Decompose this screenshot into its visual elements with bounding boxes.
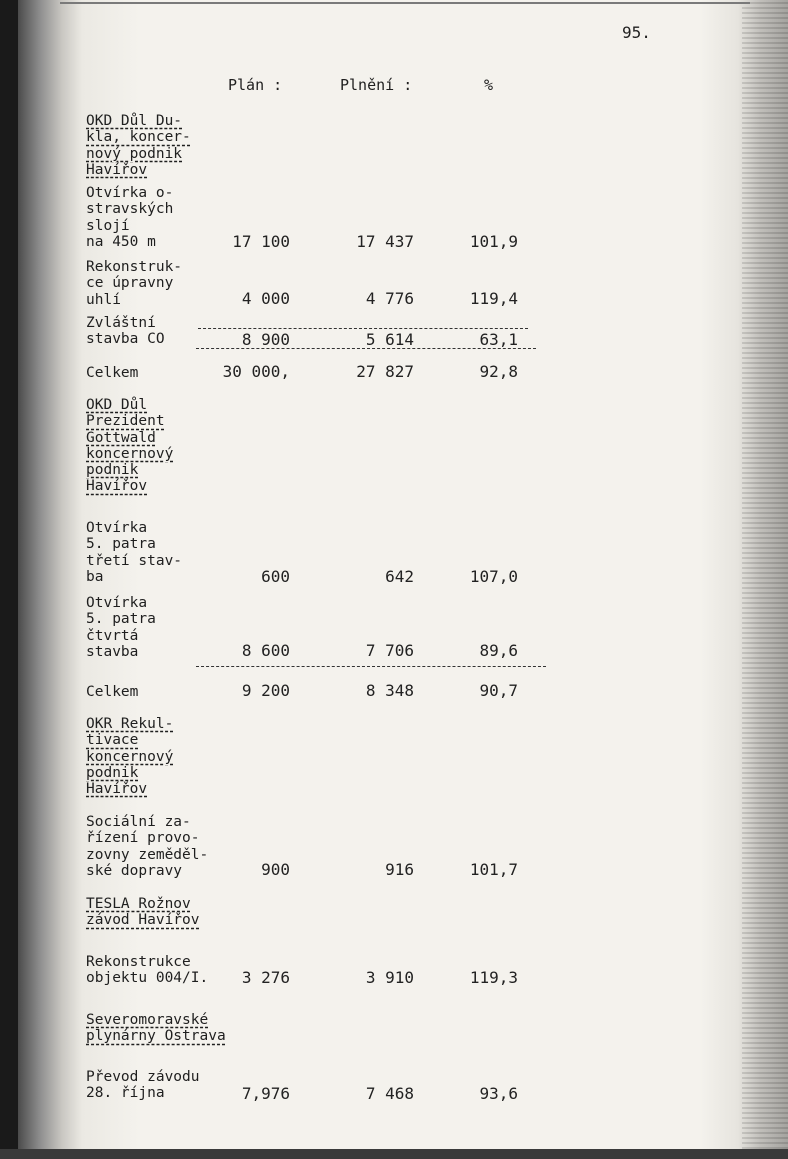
item-label: Otvírka 5. patra čtvrtá stavba bbox=[86, 595, 156, 660]
item-plneni: 7 468 bbox=[365, 1084, 414, 1103]
item-label: Otvírka o- stravských slojí na 450 m bbox=[86, 185, 174, 250]
total-plneni: 27 827 bbox=[356, 362, 414, 381]
item-plan: 17 100 bbox=[232, 232, 290, 251]
item-label: Otvírka 5. patra třetí stav- ba bbox=[86, 520, 183, 585]
item-percent: 101,9 bbox=[469, 232, 518, 251]
section-title-rekultivace: OKR Rekul- tivace koncernový podnik Havířov bbox=[86, 716, 174, 798]
section-title-gottwald: OKD Důl Prezident Gottwald koncernový podnik Havířov bbox=[86, 397, 174, 495]
item-percent: 119,4 bbox=[469, 289, 518, 308]
item-percent: 101,7 bbox=[469, 860, 518, 879]
item-plneni: 7 706 bbox=[365, 641, 414, 660]
total-plan: 9 200 bbox=[241, 681, 290, 700]
item-label: Převod závodu 28. října bbox=[86, 1069, 200, 1102]
item-percent: 107,0 bbox=[469, 567, 518, 586]
item-plan: 8 600 bbox=[241, 641, 290, 660]
total-plan: 30 000, bbox=[222, 362, 290, 381]
item-plneni: 5 614 bbox=[365, 330, 414, 349]
item-label: Rekonstrukce objektu 004/I. bbox=[86, 954, 209, 987]
item-label: Sociální za- řízení provo- zovny zeměděl- ské dopravy bbox=[86, 814, 209, 879]
binding-shadow bbox=[0, 0, 18, 1159]
item-label: Zvláštní stavba CO bbox=[86, 315, 165, 348]
total-label: Celkem bbox=[86, 365, 139, 381]
item-plan: 7,976 bbox=[241, 1084, 290, 1103]
item-plan: 600 bbox=[261, 567, 290, 586]
header-percent: % bbox=[484, 76, 494, 94]
bottom-edge bbox=[0, 1149, 788, 1159]
section-title-dukla: OKD Důl Du- kla, koncer- nový podnik Havířov bbox=[86, 113, 191, 178]
item-percent: 93,6 bbox=[479, 1084, 518, 1103]
item-percent: 119,3 bbox=[469, 968, 518, 987]
item-percent: 89,6 bbox=[479, 641, 518, 660]
total-plneni: 8 348 bbox=[365, 681, 414, 700]
header-plan: Plán : bbox=[228, 76, 283, 94]
item-percent: 63,1 bbox=[479, 330, 518, 349]
item-plneni: 916 bbox=[385, 860, 414, 879]
item-plneni: 17 437 bbox=[356, 232, 414, 251]
total-percent: 92,8 bbox=[479, 362, 518, 381]
header-plneni: Plnění : bbox=[340, 76, 413, 94]
top-edge bbox=[60, 2, 750, 4]
item-plan: 8 900 bbox=[241, 330, 290, 349]
item-plan: 3 276 bbox=[241, 968, 290, 987]
total-percent: 90,7 bbox=[479, 681, 518, 700]
total-label: Celkem bbox=[86, 684, 139, 700]
dashed-rule bbox=[198, 328, 528, 329]
item-plan: 900 bbox=[261, 860, 290, 879]
section-title-tesla: TESLA Rožnov závod Havířov bbox=[86, 896, 200, 929]
page-number: 95. bbox=[622, 23, 651, 42]
dashed-rule bbox=[196, 666, 546, 667]
page-edge-stack bbox=[742, 0, 788, 1159]
section-title-plynarny: Severomoravské plynárny Ostrava bbox=[86, 1012, 226, 1045]
item-plneni: 3 910 bbox=[365, 968, 414, 987]
item-plan: 4 000 bbox=[241, 289, 290, 308]
dashed-rule bbox=[196, 348, 536, 349]
item-label: Rekonstruk- ce úpravny uhlí bbox=[86, 259, 183, 308]
item-plneni: 642 bbox=[385, 567, 414, 586]
item-plneni: 4 776 bbox=[365, 289, 414, 308]
